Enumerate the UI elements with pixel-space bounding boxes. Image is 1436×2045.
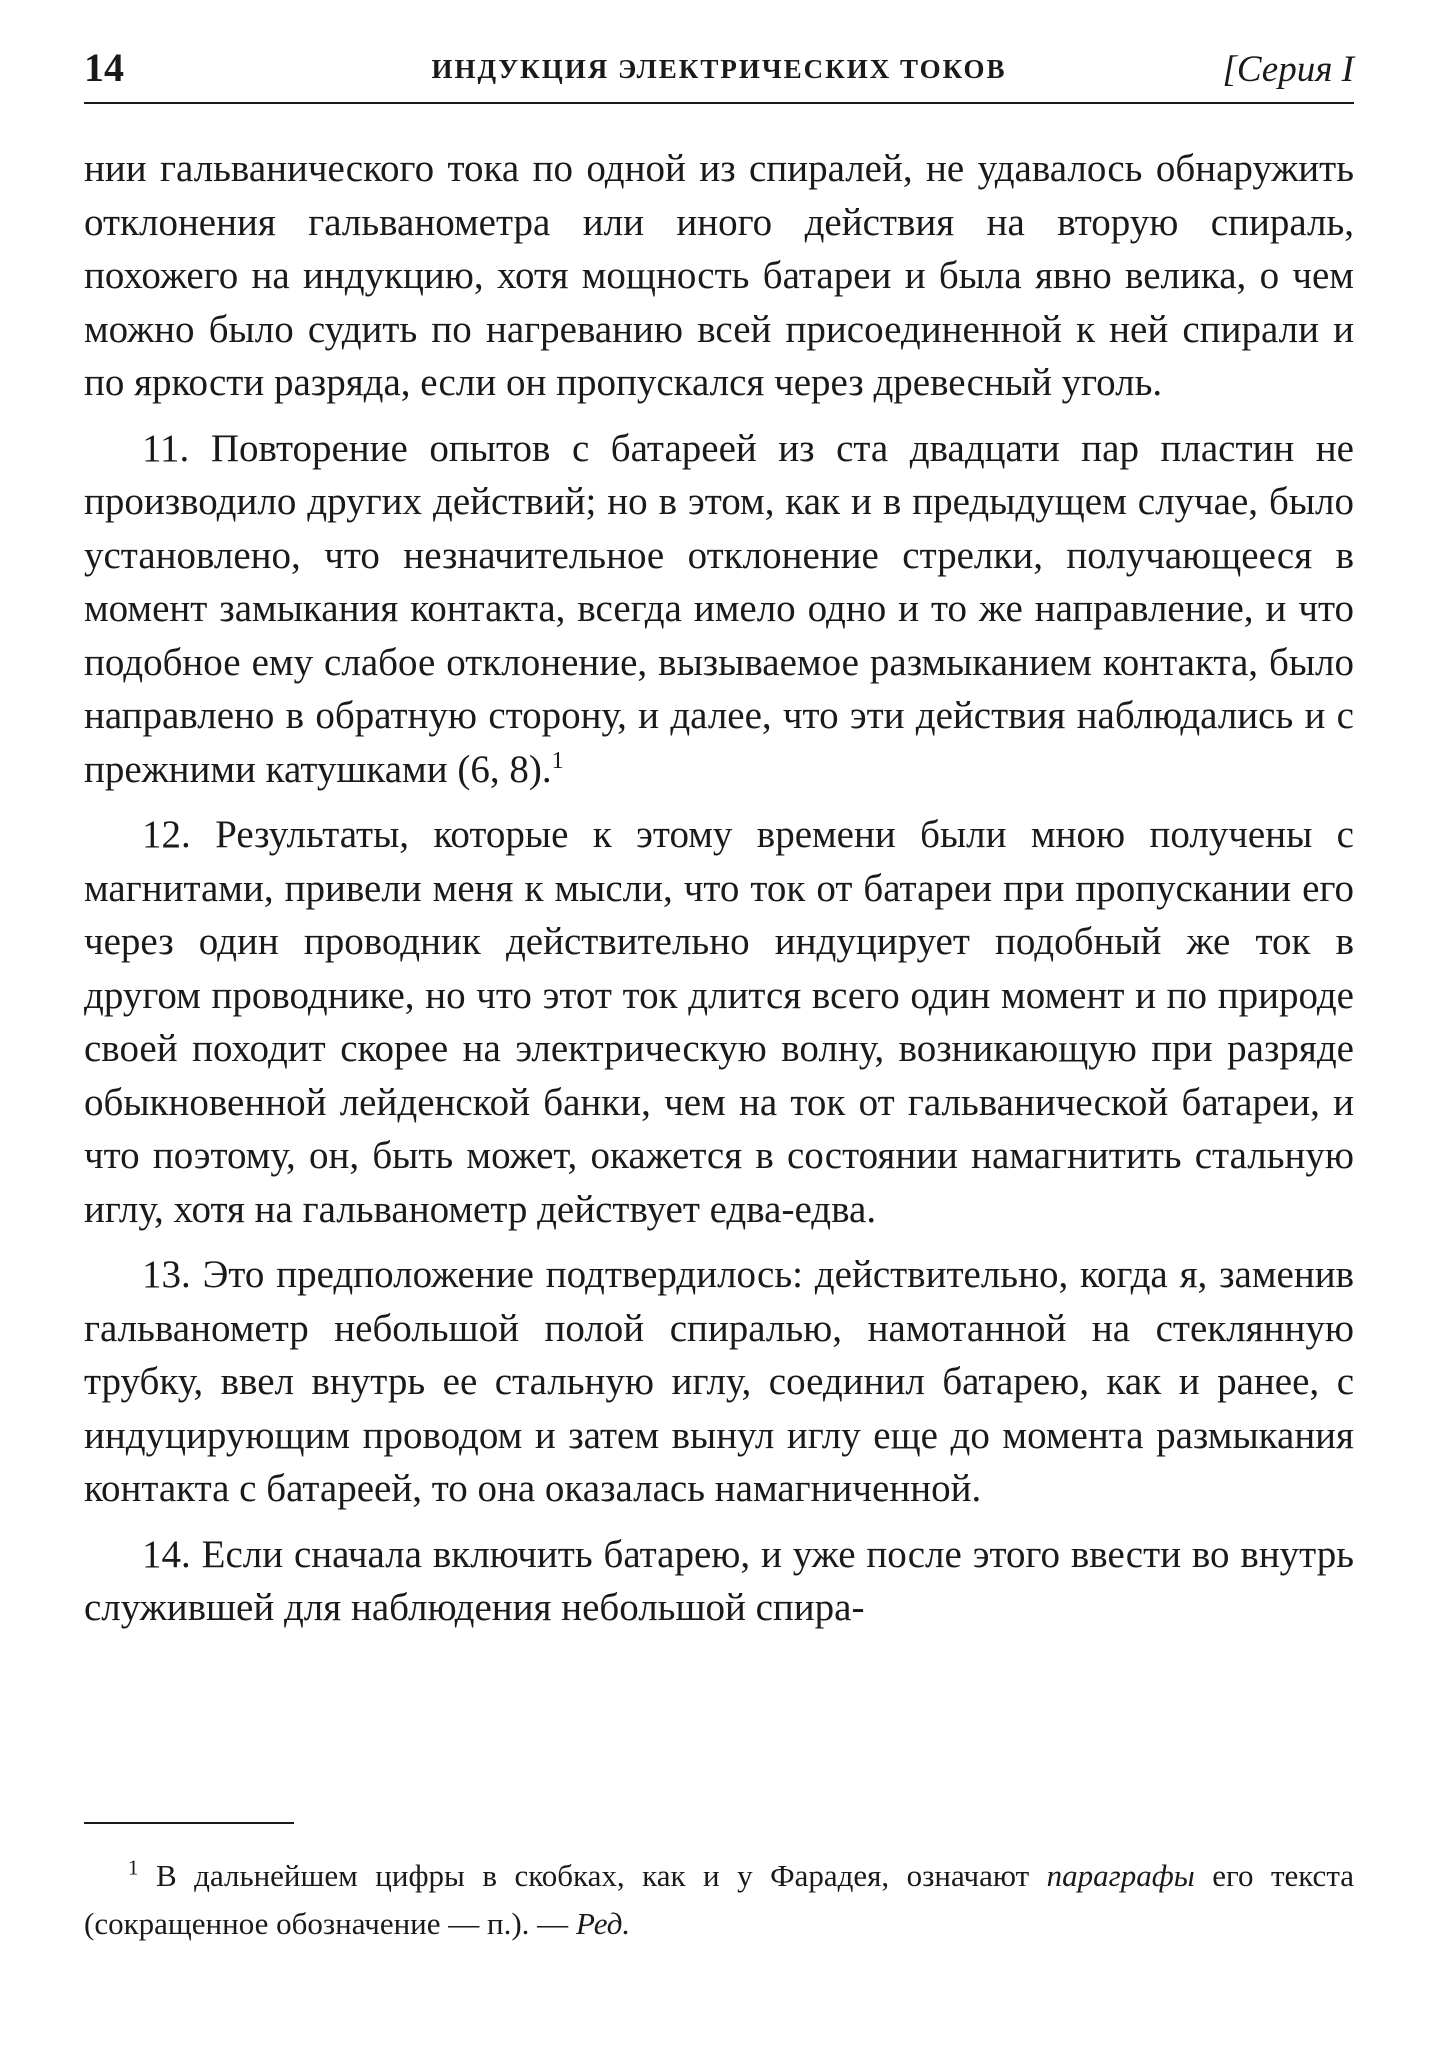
paragraph-14: 14. Если сначала включить батарею, и уже после этого ввести во внутрь служившей для наблюдения небольшой спира- — [84, 1532, 1354, 1629]
footnote-rule — [84, 1822, 294, 1824]
series-label: [Серия I — [1222, 49, 1354, 90]
book-page — [84, 40, 1354, 2030]
footnote-text-before: В дальнейшем цифры в скобках, как и у Фарадея, означают — [156, 1858, 1030, 1893]
paragraph-12: 12. Результаты, которые к этому времени были мною получены с магнитами, привели меня к мысли, что ток от батареи при пропускании его через один проводник действительно индуцирует подобный же ток в другом проводнике, но что этот ток длится всего один момент и по природе своей походит скорее на электрическую волну, возникающую при разряде обыкновенной лейденской банки, чем на ток от гальванической батареи, и что поэтому, он, быть может, окажется в состоянии намагнитить стальную иглу, хотя на гальванометр действует едва-едва. — [84, 813, 1354, 1231]
footnote-number: 1 — [128, 1855, 139, 1880]
footnote-editor-abbr: Ред. — [575, 1906, 631, 1941]
footnote — [84, 1852, 1354, 1948]
paragraph-11-text: 11. Повторение опытов с батареей из ста двадцати пар пластин не производило других действий; но в этом, как и в предыдущем случае, было установлено, что незначительное отклонение стрелки, получающееся в момент замыкания контакта, всегда имело одно и то же направление, и что подобное ему слабое отклонение, вызываемое размыканием контакта, было направлено в обратную сторону, и далее, что эти действия наблюдались и с прежними катушками (6, 8). — [84, 426, 1354, 791]
page-number: 14 — [84, 45, 124, 90]
footnote-marker: 1 — [551, 747, 564, 774]
paragraph-13: 13. Это предположение подтвердилось: действительно, когда я, заменив гальванометр небольшой полой спиралью, намотанной на стеклянную трубку, ввел внутрь ее стальную иглу, соединил батарею, как и ранее, с индуцирующим проводом и затем вынул иглу еще до момента размыкания контакта с батареей, то она оказалась намагниченной. — [84, 1253, 1354, 1510]
paragraph-continued: нии гальванического тока по одной из спиралей, не удавалось обнаружить отклонения гальванометра или иного действия на вторую спираль, похожего на индукцию, хотя мощность батареи и была явно велика, о чем можно было судить по нагреванию всей присоединенной к ней спирали и по яркости разряда, если он пропускался через древесный уголь. — [84, 147, 1354, 404]
running-head — [84, 40, 1354, 104]
paragraph-11 — [84, 422, 1354, 797]
footnote-text-middle: его текста (сокращенное обозначение — п.). — — [84, 1858, 1355, 1941]
running-title: ИНДУКЦИЯ ЭЛЕКТРИЧЕСКИХ ТОКОВ — [431, 54, 1007, 84]
body-text — [84, 142, 1354, 1635]
footnote-italic-term: параграфы — [1046, 1858, 1195, 1893]
